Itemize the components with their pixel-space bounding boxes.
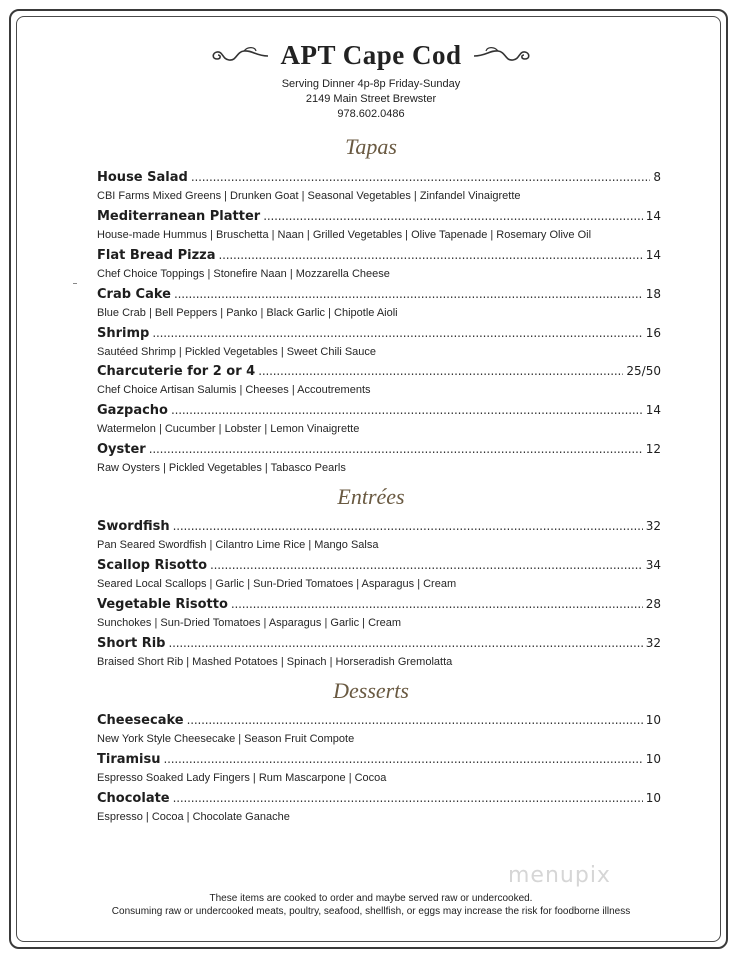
menu-item [97, 170, 661, 204]
item-name: Flat Bread Pizza [97, 248, 216, 263]
item-description: Espresso | Cocoa | Chocolate Ganache [97, 811, 290, 823]
item-price: 34 [645, 558, 661, 572]
leader-dots [152, 326, 642, 340]
item-name: Mediterranean Platter [97, 209, 261, 224]
item-name: Vegetable Risotto [97, 597, 228, 612]
footer-line-1: These items are cooked to order and maybe served raw or undercooked. [209, 893, 533, 904]
item-price: 10 [645, 752, 661, 766]
title-row [0, 38, 742, 72]
item-description: Chef Choice Toppings | Stonefire Naan | Mozzarella Cheese [97, 268, 390, 280]
item-name: Crab Cake [97, 287, 171, 302]
item-price: 16 [645, 326, 661, 340]
menu-header [0, 38, 742, 122]
item-name: Tiramisu [97, 752, 161, 767]
leader-dots [187, 713, 643, 727]
item-price: 10 [645, 713, 661, 727]
item-name: Cheesecake [97, 713, 184, 728]
scan-mark [73, 283, 77, 284]
item-name: Chocolate [97, 791, 170, 806]
item-price: 14 [645, 248, 661, 262]
menu-item [97, 364, 661, 398]
item-name: Gazpacho [97, 403, 168, 418]
item-price: 18 [645, 287, 661, 301]
leader-dots [174, 287, 643, 301]
menu-item [97, 597, 661, 631]
address-text: 2149 Main Street Brewster [305, 93, 437, 105]
leader-dots [173, 791, 643, 805]
item-description: Sautéed Shrimp | Pickled Vegetables | Sweet Chili Sauce [97, 346, 377, 358]
section-title-desserts: Desserts [333, 678, 409, 703]
item-description: Chef Choice Artisan Salumis | Cheeses | Accoutrements [97, 384, 371, 396]
leader-dots [164, 752, 643, 766]
phone-text: 978.602.0486 [337, 108, 405, 120]
item-price: 10 [645, 791, 661, 805]
menu-item [97, 791, 661, 825]
item-description: CBI Farms Mixed Greens | Drunken Goat | Seasonal Vegetables | Zinfandel Vinaigrette [97, 190, 521, 202]
menu-item [97, 636, 661, 670]
section-title-tapas: Tapas [345, 134, 397, 159]
leader-dots [210, 558, 643, 572]
leader-dots [263, 209, 643, 223]
leader-dots [168, 636, 642, 650]
restaurant-info [0, 77, 742, 122]
section-title-entrees: Entrées [337, 484, 405, 509]
menu-item [97, 287, 661, 321]
footer-disclaimer [0, 892, 742, 918]
item-description: Braised Short Rib | Mashed Potatoes | Spinach | Horseradish Gremolatta [97, 656, 453, 668]
item-name: Short Rib [97, 636, 166, 651]
menu-item [97, 248, 661, 282]
leader-dots [258, 364, 623, 378]
item-price: 32 [645, 519, 661, 533]
item-name: Shrimp [97, 326, 150, 341]
item-description: Watermelon | Cucumber | Lobster | Lemon Vinaigrette [97, 423, 360, 435]
restaurant-name: APT Cape Cod [280, 39, 462, 70]
item-description: Sunchokes | Sun-Dried Tomatoes | Asparagus | Garlic | Cream [97, 617, 402, 629]
right-flourish-icon [472, 42, 534, 68]
leader-dots [191, 170, 651, 184]
item-description: Seared Local Scallops | Garlic | Sun-Dried Tomatoes | Asparagus | Cream [97, 578, 457, 590]
item-price: 14 [645, 403, 661, 417]
menu-item [97, 713, 661, 747]
menu-item [97, 519, 661, 553]
item-price: 32 [645, 636, 661, 650]
item-price: 12 [645, 442, 661, 456]
watermark-text: menupix [508, 863, 611, 888]
leader-dots [149, 442, 643, 456]
item-description: Blue Crab | Bell Peppers | Panko | Black Garlic | Chipotle Aioli [97, 307, 398, 319]
menu-item [97, 403, 661, 437]
item-name: Swordfish [97, 519, 170, 534]
item-price: 28 [645, 597, 661, 611]
leader-dots [171, 403, 643, 417]
item-price: 14 [645, 209, 661, 223]
menu-item [97, 326, 661, 360]
footer-line-2: Consuming raw or undercooked meats, poultry, seafood, shellfish, or eggs may increase the risk for foodborne illness [111, 906, 631, 917]
item-name: Oyster [97, 442, 146, 457]
left-flourish-icon [208, 42, 270, 68]
item-price: 25/50 [626, 364, 661, 378]
leader-dots [173, 519, 643, 533]
leader-dots [231, 597, 643, 611]
item-price: 8 [653, 170, 661, 184]
menu-item [97, 558, 661, 592]
leader-dots [218, 248, 642, 262]
hours-text: Serving Dinner 4p-8p Friday-Sunday [281, 78, 461, 90]
item-name: Scallop Risotto [97, 558, 208, 573]
item-description: Espresso Soaked Lady Fingers | Rum Mascarpone | Cocoa [97, 772, 387, 784]
item-description: New York Style Cheesecake | Season Fruit Compote [97, 733, 355, 745]
menu-item [97, 752, 661, 786]
menu-item [97, 209, 661, 243]
item-description: Pan Seared Swordfish | Cilantro Lime Rice | Mango Salsa [97, 539, 379, 551]
menu-item [97, 442, 661, 476]
item-description: House-made Hummus | Bruschetta | Naan | Grilled Vegetables | Olive Tapenade | Rosemary Olive Oil [97, 229, 592, 241]
item-name: Charcuterie for 2 or 4 [97, 364, 256, 379]
item-description: Raw Oysters | Pickled Vegetables | Tabasco Pearls [97, 462, 346, 474]
item-name: House Salad [97, 170, 188, 185]
